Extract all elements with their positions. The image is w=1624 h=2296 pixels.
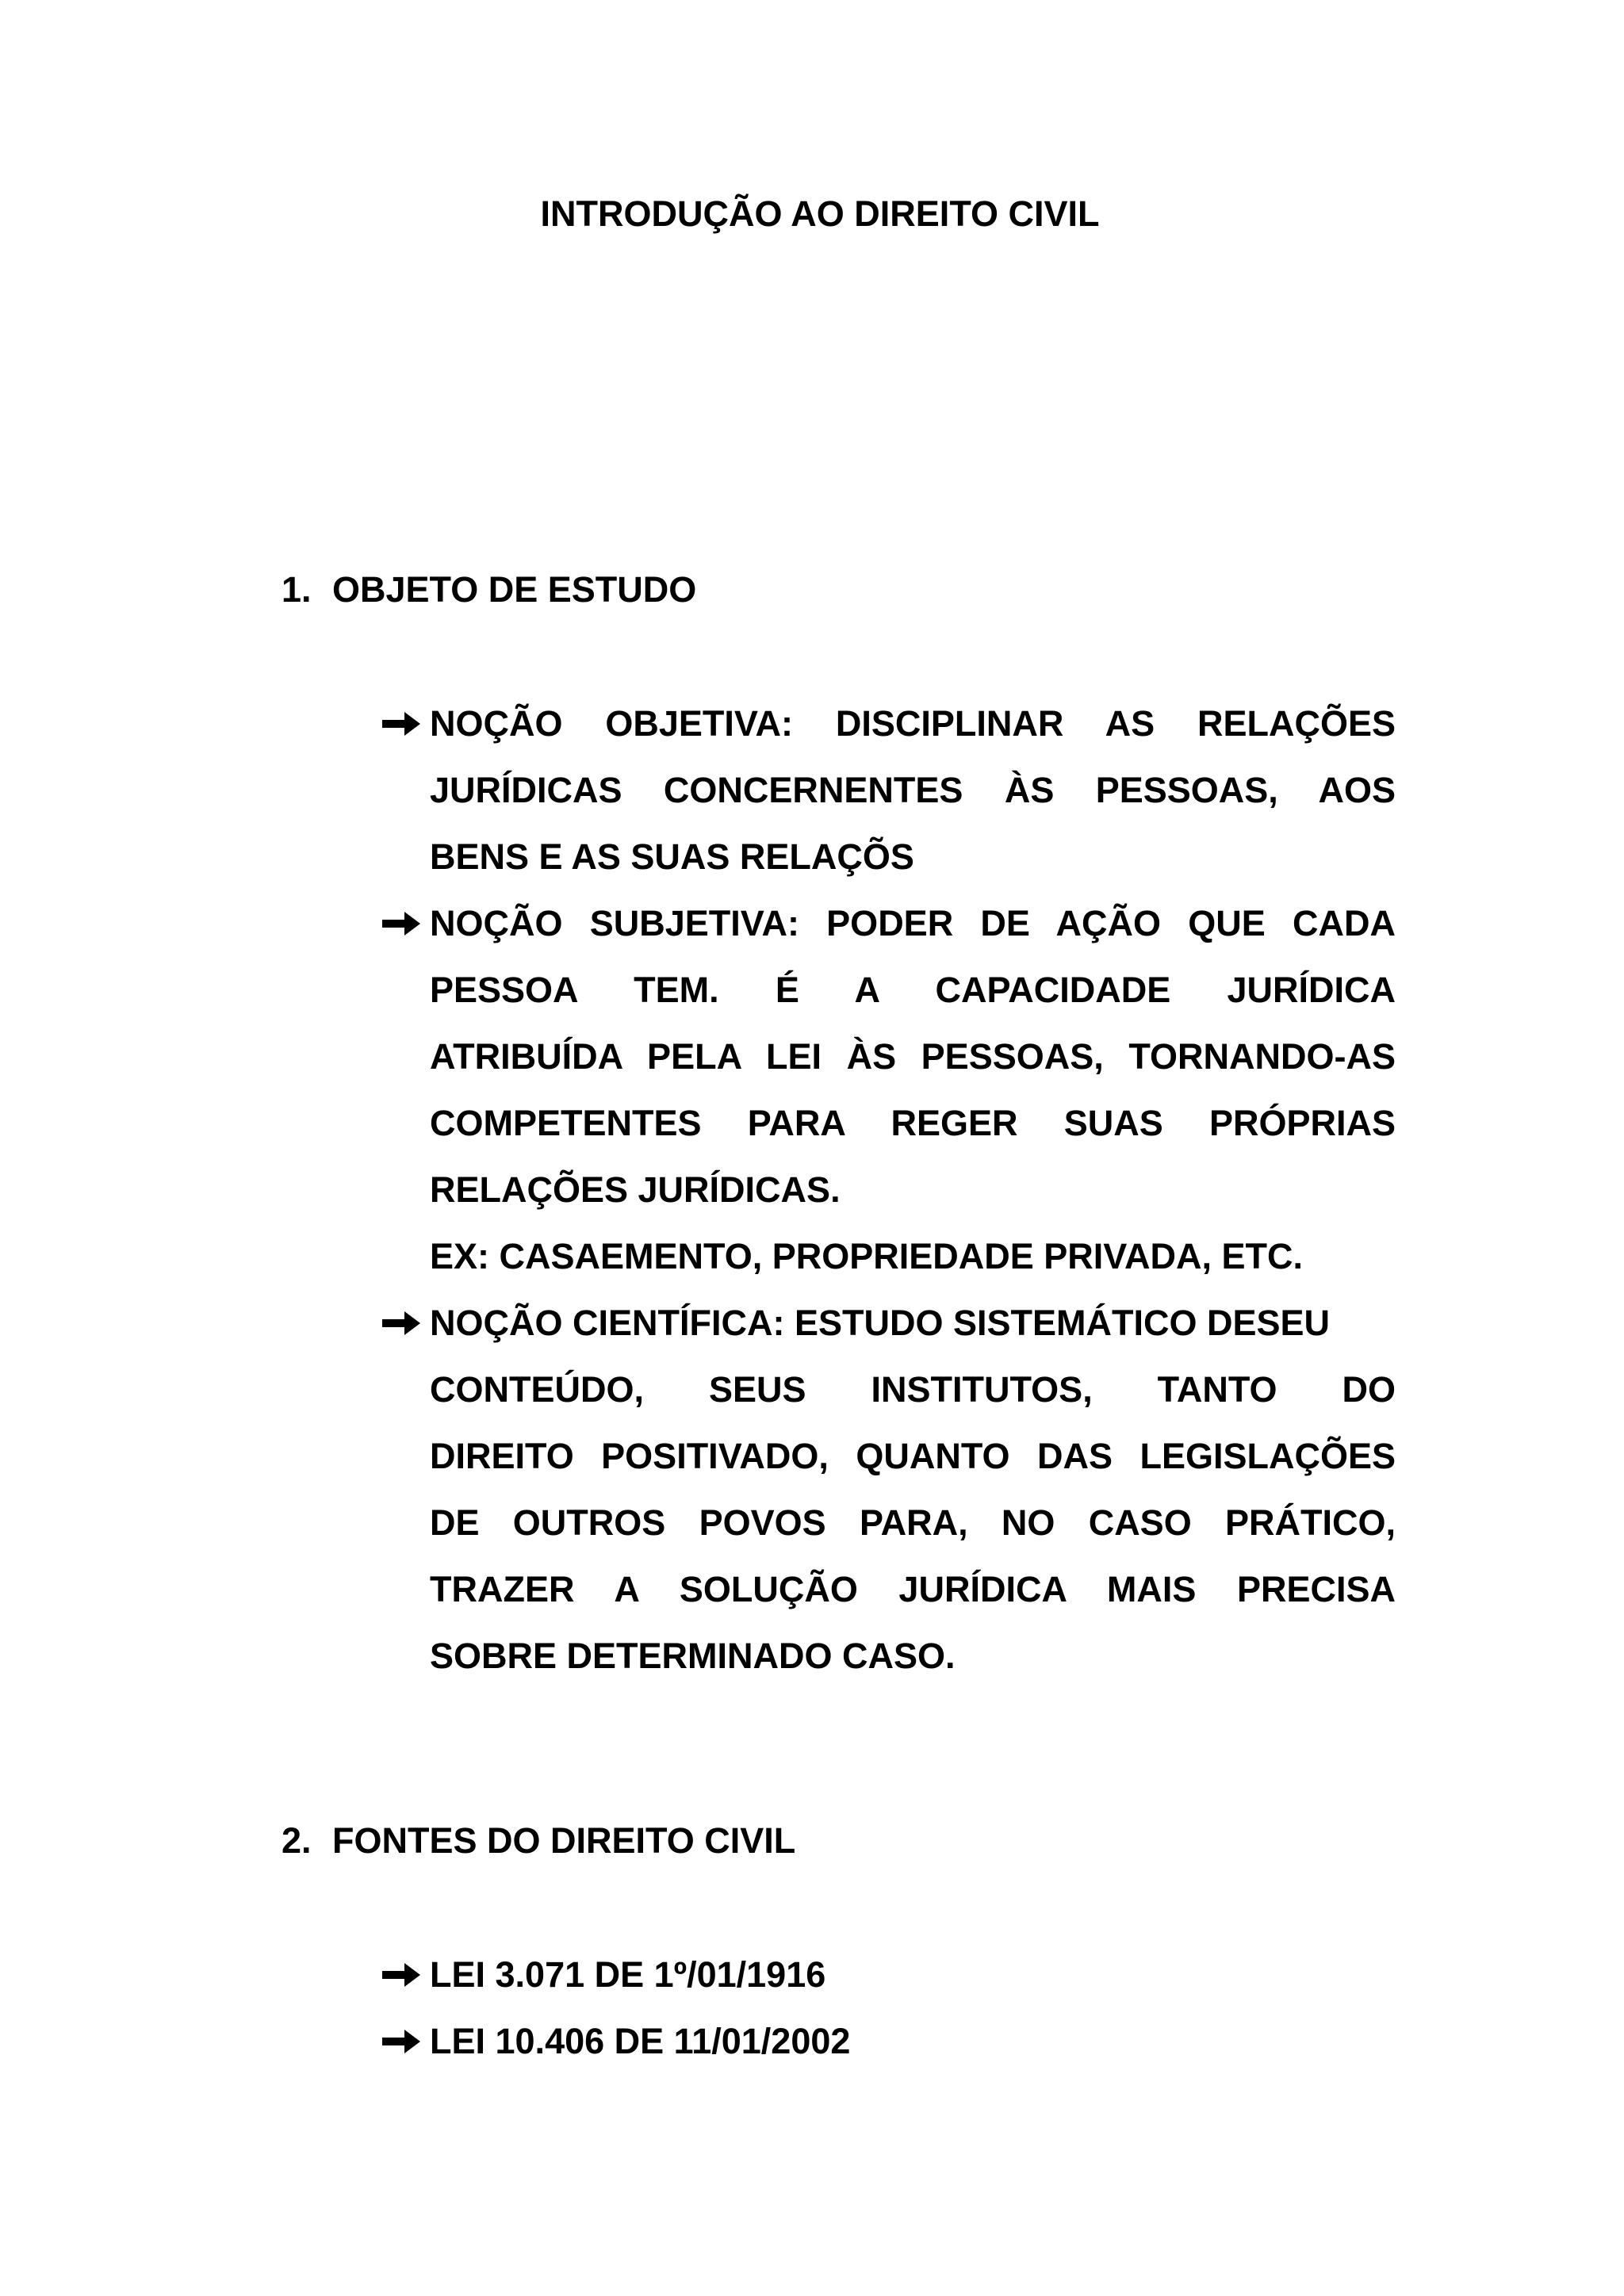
arrow-right-icon [381, 1942, 428, 2008]
section-title: FONTES DO DIREITO CIVIL [332, 1820, 796, 1861]
bullet-line: BENS E AS SUAS RELAÇÕS [430, 836, 914, 877]
section-heading-fontes [282, 1817, 795, 1865]
arrow-right-icon [381, 2008, 428, 2075]
bullet-line: DE OUTROS POVOS PARA, NO CASO PRÁTICO, [430, 1502, 1396, 1543]
section-heading-objeto [282, 566, 696, 614]
section-number: 2. [282, 1820, 312, 1861]
list-item-lei-1916 [381, 1942, 1396, 2008]
bullet-line: ATRIBUÍDA PELA LEI ÀS PESSOAS, TORNANDO-AS [430, 1036, 1396, 1077]
bullet-line: COMPETENTES PARA REGER SUAS PRÓPRIAS [430, 1103, 1396, 1143]
bullet-line: SOBRE DETERMINADO CASO. [430, 1636, 956, 1676]
section-number: 1. [282, 569, 312, 610]
bullet-line: DIREITO POSITIVADO, QUANTO DAS LEGISLAÇÕES [430, 1436, 1396, 1476]
bullet-line: JURÍDICAS CONCERNENTES ÀS PESSOAS, AOS [430, 770, 1396, 810]
bullet-line: LEI 3.071 DE 1º/01/1916 [430, 1954, 826, 1995]
bullet-line: TRAZER A SOLUÇÃO JURÍDICA MAIS PRECISA [430, 1569, 1396, 1609]
list-item-nocao-subjetiva [381, 890, 1396, 1290]
list-item-lei-2002 [381, 2008, 1396, 2075]
bullet-line: NOÇÃO CIENTÍFICA: ESTUDO SISTEMÁTICO DESEU [430, 1303, 1331, 1343]
bullet-line: CONTEÚDO, SEUS INSTITUTOS, TANTO DO [430, 1369, 1396, 1410]
bullet-line: NOÇÃO SUBJETIVA: PODER DE AÇÃO QUE CADA [430, 903, 1396, 943]
section-title: OBJETO DE ESTUDO [332, 569, 697, 610]
bullet-line: NOÇÃO OBJETIVA: DISCIPLINAR AS RELAÇÕES [430, 703, 1396, 744]
page-title: INTRODUÇÃO AO DIREITO CIVIL [540, 193, 1100, 234]
list-item-nocao-objetiva [381, 691, 1396, 890]
arrow-right-icon [381, 890, 428, 957]
list-item-nocao-cientifica [381, 1290, 1396, 1689]
bullet-line: LEI 10.406 DE 11/01/2002 [430, 2021, 851, 2061]
bullet-line: PESSOA TEM. É A CAPACIDADE JURÍDICA [430, 970, 1396, 1010]
bullet-example: EX: CASAEMENTO, PROPRIEDADE PRIVADA, ETC. [430, 1236, 1303, 1276]
arrow-right-icon [381, 691, 428, 757]
arrow-right-icon [381, 1290, 428, 1357]
bullet-line: RELAÇÕES JURÍDICAS. [430, 1169, 841, 1210]
